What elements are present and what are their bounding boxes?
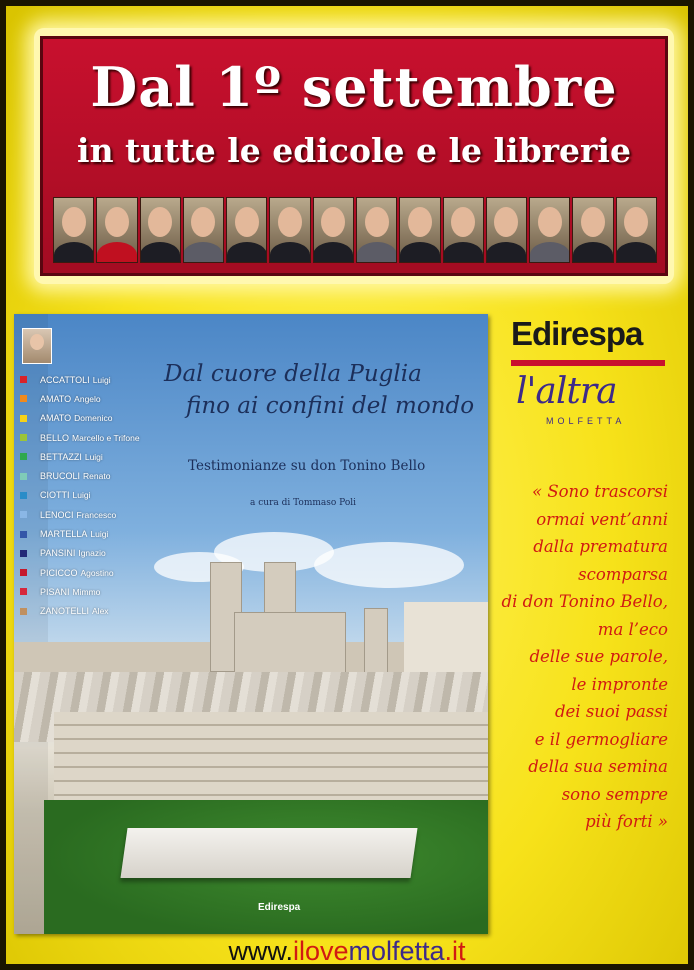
quote bbox=[496, 478, 668, 836]
banner-title: Dal 1º settembre bbox=[90, 55, 618, 119]
quote-line: dei suoi passi bbox=[554, 702, 668, 721]
author-surname: BETTAZZI bbox=[40, 451, 82, 462]
headline-banner bbox=[40, 36, 668, 276]
edirespa-logo bbox=[511, 314, 665, 370]
author-name: Luigi bbox=[84, 451, 103, 462]
author-color-marker bbox=[20, 492, 27, 499]
quote-line: dalla prematura bbox=[533, 537, 668, 556]
building bbox=[404, 602, 488, 672]
author-surname: MARTELLA bbox=[40, 529, 88, 540]
author-color-marker bbox=[20, 453, 27, 460]
author-item bbox=[20, 428, 190, 447]
author-color-marker bbox=[20, 473, 27, 480]
author-surname: BRUCOLI bbox=[40, 471, 81, 482]
book-editor: a cura di Tommaso Poli bbox=[250, 498, 357, 508]
portrait bbox=[53, 197, 94, 263]
author-color-marker bbox=[20, 434, 27, 441]
footer-url[interactable] bbox=[6, 934, 688, 968]
author-surname: AMATO bbox=[40, 413, 72, 424]
cathedral-nave bbox=[234, 612, 346, 674]
quote-line: di don Tonino Bello, bbox=[501, 592, 668, 611]
tombstone bbox=[120, 828, 417, 878]
edirespa-logo-bar bbox=[511, 360, 665, 366]
portrait bbox=[443, 197, 484, 263]
portrait bbox=[616, 197, 657, 263]
portrait bbox=[183, 197, 224, 263]
author-color-marker bbox=[20, 550, 27, 557]
author-color-marker bbox=[20, 395, 27, 402]
author-name: Agostino bbox=[80, 567, 114, 578]
author-surname: ZANOTELLI bbox=[40, 606, 90, 617]
laltra-logo-subtext: MOLFETTA bbox=[546, 416, 626, 426]
author-surname: LENOCI bbox=[40, 509, 74, 520]
portrait bbox=[140, 197, 181, 263]
portrait bbox=[572, 197, 613, 263]
author-item bbox=[20, 505, 190, 524]
laltra-logo-text: l'altra bbox=[516, 371, 617, 412]
portrait bbox=[313, 197, 354, 263]
quote-line: più forti » bbox=[585, 812, 668, 831]
portrait bbox=[96, 197, 137, 263]
portrait bbox=[399, 197, 440, 263]
author-item bbox=[20, 447, 190, 466]
banner-subtitle: in tutte le edicole e le librerie bbox=[77, 131, 631, 170]
author-surname: PISANI bbox=[40, 586, 70, 597]
author-name: Luigi bbox=[92, 374, 111, 385]
author-color-marker bbox=[20, 376, 27, 383]
author-surname: PANSINI bbox=[40, 548, 76, 559]
quote-line: ma l’eco bbox=[597, 619, 668, 639]
quote-line: delle sue parole, bbox=[529, 647, 668, 666]
author-item bbox=[20, 544, 190, 563]
author-surname: BELLO bbox=[40, 432, 70, 443]
portrait bbox=[486, 197, 527, 263]
edirespa-logo-text: Edirespa bbox=[511, 315, 643, 352]
author-color-marker bbox=[20, 511, 27, 518]
quote-line: scomparsa bbox=[578, 564, 668, 584]
author-name: Luigi bbox=[72, 490, 91, 501]
book-title-line2: fino ai confini del mondo bbox=[186, 393, 475, 419]
author-item bbox=[20, 486, 190, 505]
author-color-marker bbox=[20, 531, 27, 538]
author-surname: AMATO bbox=[40, 393, 72, 404]
footer-url-part: molfetta bbox=[348, 936, 445, 966]
author-name: Ignazio bbox=[78, 548, 106, 559]
author-name: Francesco bbox=[76, 509, 117, 520]
footer-url-part: ilove bbox=[292, 936, 349, 966]
quote-line: e il germogliare bbox=[534, 729, 668, 749]
portrait bbox=[269, 197, 310, 263]
portrait bbox=[226, 197, 267, 263]
author-name: Mimmo bbox=[72, 586, 101, 597]
author-portrait bbox=[22, 328, 52, 364]
book-title-line1: Dal cuore della Puglia bbox=[164, 361, 422, 387]
quote-line: sono sempre bbox=[561, 784, 668, 804]
author-color-marker bbox=[20, 415, 27, 422]
quote-line: della sua semina bbox=[528, 757, 668, 776]
portrait bbox=[529, 197, 570, 263]
footer-url-part: www. bbox=[228, 936, 293, 966]
author-name: Domenico bbox=[74, 413, 113, 424]
stone-steps bbox=[54, 712, 488, 808]
author-surname: PICICCO bbox=[40, 567, 78, 578]
author-item bbox=[20, 466, 190, 485]
book-subtitle: Testimonianze su don Tonino Bello bbox=[188, 458, 426, 474]
author-name: Marcello e Trifone bbox=[72, 432, 140, 443]
quote-line: le impronte bbox=[571, 674, 668, 694]
author-name: Luigi bbox=[90, 529, 109, 540]
author-surname: ACCATTOLI bbox=[40, 374, 90, 385]
author-name: Angelo bbox=[74, 393, 101, 404]
author-item bbox=[20, 524, 190, 543]
book-title bbox=[164, 358, 484, 422]
author-name: Renato bbox=[83, 471, 111, 482]
author-name: Alex bbox=[92, 606, 109, 617]
portrait-strip bbox=[53, 197, 657, 261]
cathedral-photo bbox=[14, 562, 488, 682]
laltra-logo bbox=[516, 372, 672, 432]
footer-url-part: .it bbox=[444, 936, 466, 966]
bell-tower bbox=[364, 608, 388, 674]
book-cover bbox=[14, 314, 488, 934]
portrait bbox=[356, 197, 397, 263]
quote-line: ormai vent’anni bbox=[536, 509, 668, 529]
book-publisher: Edirespa bbox=[258, 902, 301, 913]
author-surname: CIOTTI bbox=[40, 490, 70, 501]
quote-line: « Sono trascorsi bbox=[531, 482, 668, 501]
